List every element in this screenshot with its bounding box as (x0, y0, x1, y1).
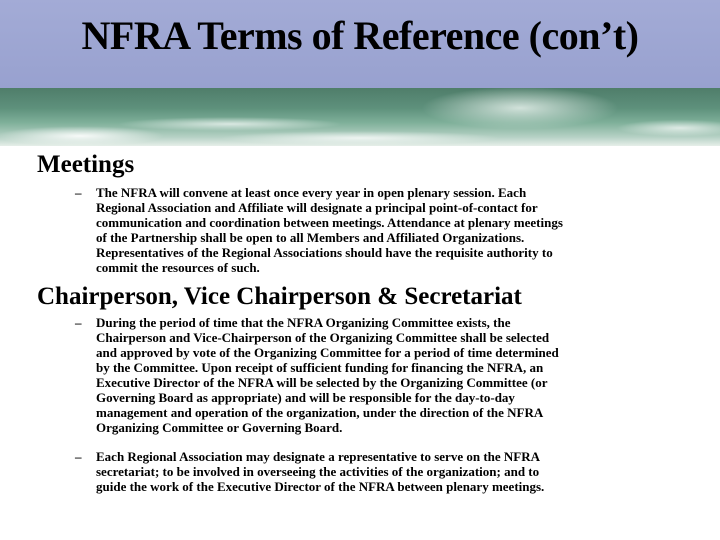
text-line: Governing Board as appropriate) and will be responsible for the day-to-day (96, 390, 515, 405)
text-line: During the period of time that the NFRA Organizing Committee exists, the (96, 315, 511, 330)
text-line: of the Partnership shall be open to all Members and Affiliated Organizations. (96, 230, 525, 245)
text-line: Chairperson and Vice-Chairperson of the Organizing Committee shall be selected (96, 330, 550, 345)
text-line: Regional Association and Affiliate will designate a principal point-of-contact for (96, 200, 538, 215)
section-heading-meetings: Meetings (37, 151, 135, 178)
text-line: Executive Director of the NFRA will be selected by the Organizing Committee (or (96, 375, 548, 390)
dash-marker: – (75, 449, 82, 464)
text-line: guide the work of the Executive Director of the NFRA between plenary meetings. (96, 479, 545, 494)
text-line: Organizing Committee or Governing Board. (96, 420, 343, 435)
text-line: communication and coordination between meetings. Attendance at plenary meetings (96, 215, 563, 230)
ocean-waves (0, 88, 720, 146)
text-line: management and operation of the organization, under the direction of the NFRA (96, 405, 544, 420)
bullet-text (96, 315, 559, 435)
dash-marker: – (75, 185, 82, 200)
bullet-text (96, 449, 544, 494)
text-line: commit the resources of such. (96, 260, 260, 275)
text-line: The NFRA will convene at least once every year in open plenary session. Each (96, 185, 527, 200)
text-line: and approved by vote of the Organizing Committee for a period of time determined (96, 345, 559, 360)
bullet-text (96, 185, 563, 275)
section-heading-chairperson: Chairperson, Vice Chairperson & Secretariat (37, 283, 522, 310)
text-line: Representatives of the Regional Associations should have the requisite authority to (96, 245, 553, 260)
slide-title: NFRA Terms of Reference (con’t) (81, 13, 639, 58)
text-line: by the Committee. Upon receipt of sufficient funding for financing the NFRA, an (96, 360, 544, 375)
dash-marker: – (75, 315, 82, 330)
text-line: Each Regional Association may designate a representative to serve on the NFRA (96, 449, 541, 464)
text-line: secretariat; to be involved in overseeing the activities of the organization; and to (96, 464, 540, 479)
